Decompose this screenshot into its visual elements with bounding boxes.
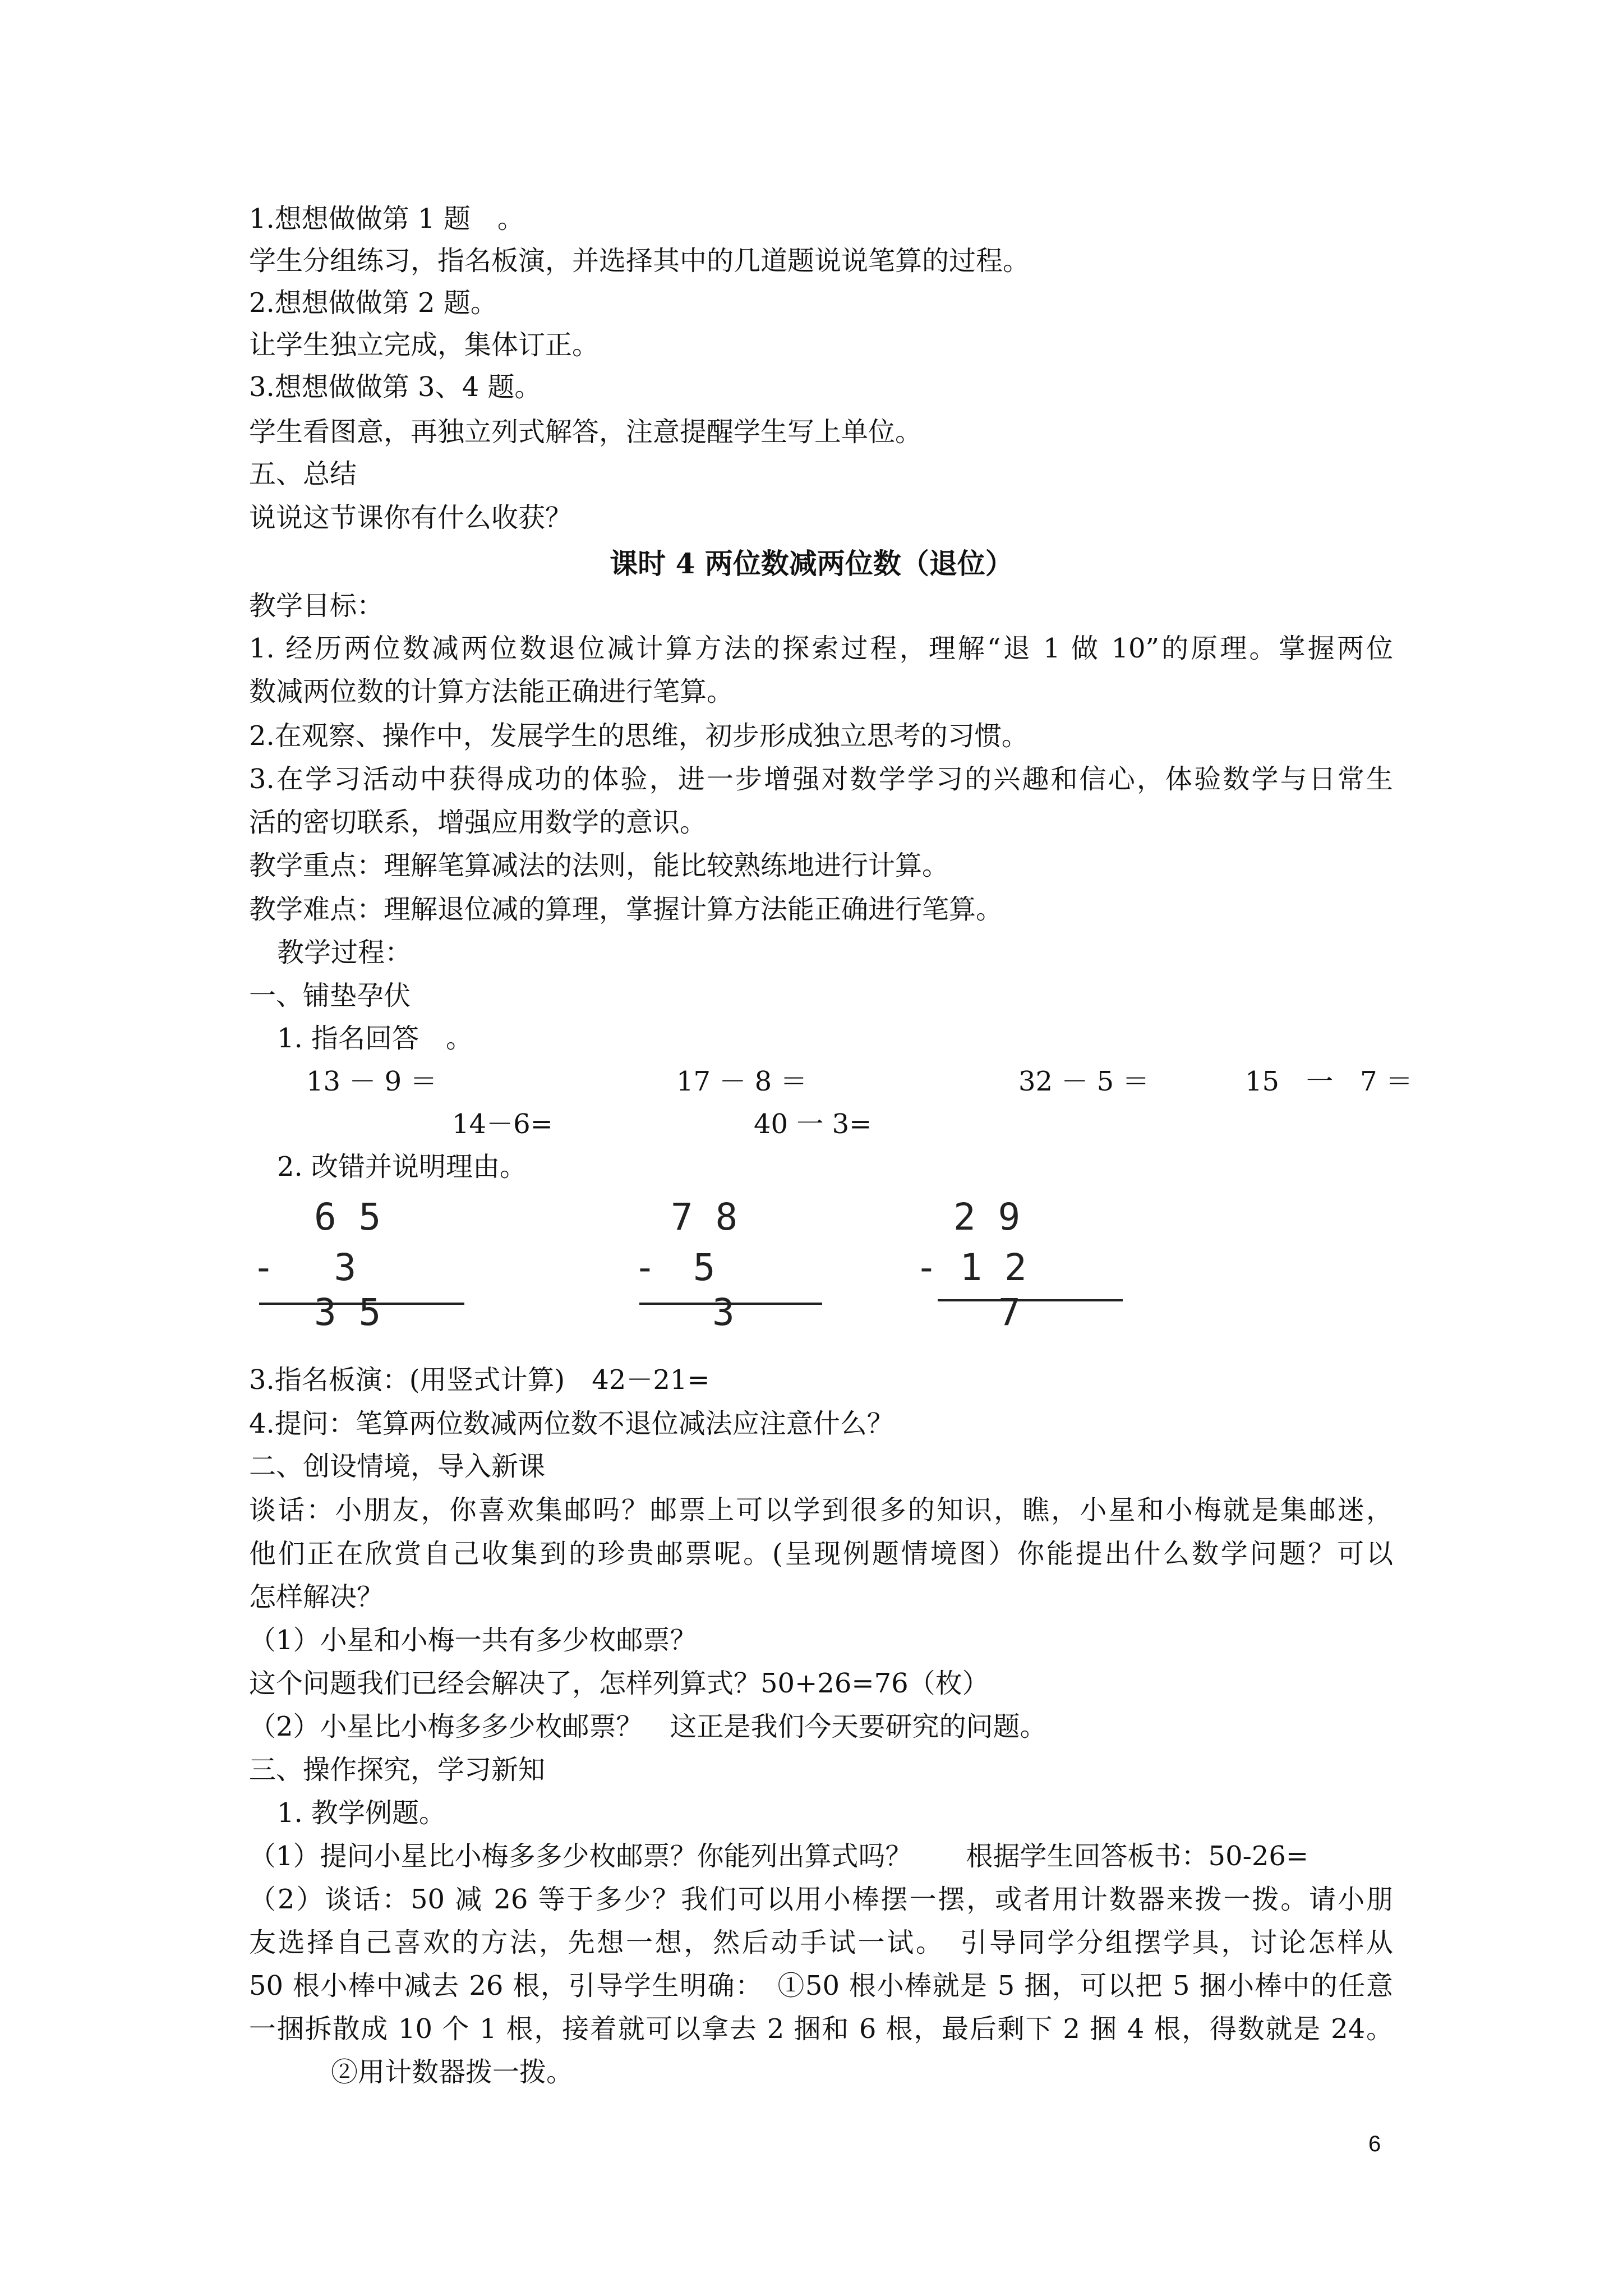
vertical-result: 7 [998,1291,1021,1334]
text-line: 教学目标： [249,590,384,622]
vertical-result: 3 [712,1291,735,1334]
oral-equation: 32 － 5 ＝ [1018,1066,1150,1097]
text-line: 谈话：小朋友，你喜欢集邮吗？邮票上可以学到很多的知识，瞧，小星和小梅就是集邮迷， [249,1494,1393,1526]
text-line: 2. 改错并说明理由。 [277,1151,527,1182]
text-line: 1. 指名回答 。 [277,1023,473,1054]
text-line: （2）小星比小梅多多少枚邮票？ 这正是我们今天要研究的问题。 [249,1711,1047,1742]
text-line: （1）小星和小梅一共有多少枚邮票？ [249,1625,697,1656]
text-line: （2）谈话：50 减 26 等于多少？我们可以用小棒摆一摆，或者用计数器来拨一拨。请小朋 [249,1884,1393,1915]
vertical-subtrahend: - 3 [252,1246,357,1289]
vertical-minuend: 7 8 [671,1195,738,1239]
text-line: 3.在学习活动中获得成功的体验，进一步增强对数学学习的兴趣和信心，体验数学与日常生 [249,763,1393,795]
text-line: 2.在观察、操作中，发展学生的思维，初步形成独立思考的习惯。 [249,720,1029,752]
text-line: 1.想想做做第 1 题 。 [249,203,524,234]
vertical-result: 3 5 [314,1291,381,1334]
section-heading: 三、操作探究，学习新知 [249,1754,546,1786]
text-line: ②用计数器拨一拨。 [331,2056,574,2088]
text-line: 3.想想做做第 3、4 题。 [249,371,542,403]
text-line: 3.指名板演：(用竖式计算) 42－21= [249,1364,710,1396]
text-line: 2.想想做做第 2 题。 [249,287,497,319]
oral-equation: 40 一 3= [754,1108,872,1140]
text-line: （1）提问小星比小梅多多少枚邮票？你能列出算式吗？ 根据学生回答板书：50-26= [249,1841,1309,1872]
text-line: 4.提问：笔算两位数减两位数不退位减法应注意什么？ [249,1408,894,1439]
vertical-subtrahend: - 5 [634,1246,716,1289]
text-line: 1. 经历两位数减两位数退位减计算方法的探索过程，理解“退 1 做 10”的原理。掌握两位 [249,633,1393,664]
text-line: 说说这节课你有什么收获？ [249,502,573,533]
text-line: 学生分组练习，指名板演，并选择其中的几道题说说笔算的过程。 [249,245,1030,277]
text-line: 数减两位数的计算方法能正确进行笔算。 [249,676,734,707]
page-number: 6 [1368,2132,1381,2156]
text-line: 50 根小棒中减去 26 根，引导学生明确： ①50 根小棒就是 5 捆，可以把 5 捆小棒中的任意 [249,1970,1393,2001]
oral-equation: 13 － 9 ＝ [306,1066,437,1097]
section-heading: 一、铺垫孕伏 [249,980,411,1011]
oral-equation: 14－6= [452,1108,553,1140]
text-line: 教学重点：理解笔算减法的法则，能比较熟练地进行计算。 [249,850,949,881]
text-line: 让学生独立完成，集体订正。 [249,329,600,361]
oral-equation: 17 － 8 ＝ [676,1066,808,1097]
section-heading: 二、创设情境，导入新课 [249,1451,546,1482]
text-line: 一捆拆散成 10 个 1 根，接着就可以拿去 2 捆和 6 根，最后剩下 2 捆 4 根，得数就是 24。 [249,2013,1393,2045]
text-line: 他们正在欣赏自己收集到的珍贵邮票呢。(呈现例题情境图）你能提出什么数学问题？可以 [249,1538,1393,1570]
section-heading: 五、总结 [249,458,357,490]
text-line: 教学难点：理解退位减的算理，掌握计算方法能正确进行笔算。 [249,894,1003,925]
vertical-minuend: 2 9 [953,1195,1021,1239]
vertical-rule [938,1299,1123,1301]
text-line: 1. 教学例题。 [277,1797,446,1829]
vertical-subtrahend: - 1 2 [915,1246,1027,1289]
text-line: 友选择自己喜欢的方法，先想一想，然后动手试一试。 引导同学分组摆学具，讨论怎样从 [249,1927,1393,1958]
text-line: 怎样解决？ [249,1581,384,1613]
vertical-minuend: 6 5 [314,1195,381,1239]
lesson-title: 课时 4 两位数减两位数（退位） [610,547,1013,580]
oral-equation: 15 一 7 ＝ [1245,1066,1413,1097]
text-line: 活的密切联系，增强应用数学的意识。 [249,807,707,838]
text-line: 学生看图意，再独立列式解答，注意提醒学生写上单位。 [249,416,923,448]
text-line: 教学过程： [277,937,412,968]
text-line: 这个问题我们已经会解决了，怎样列算式？50+26=76（枚） [249,1668,989,1699]
